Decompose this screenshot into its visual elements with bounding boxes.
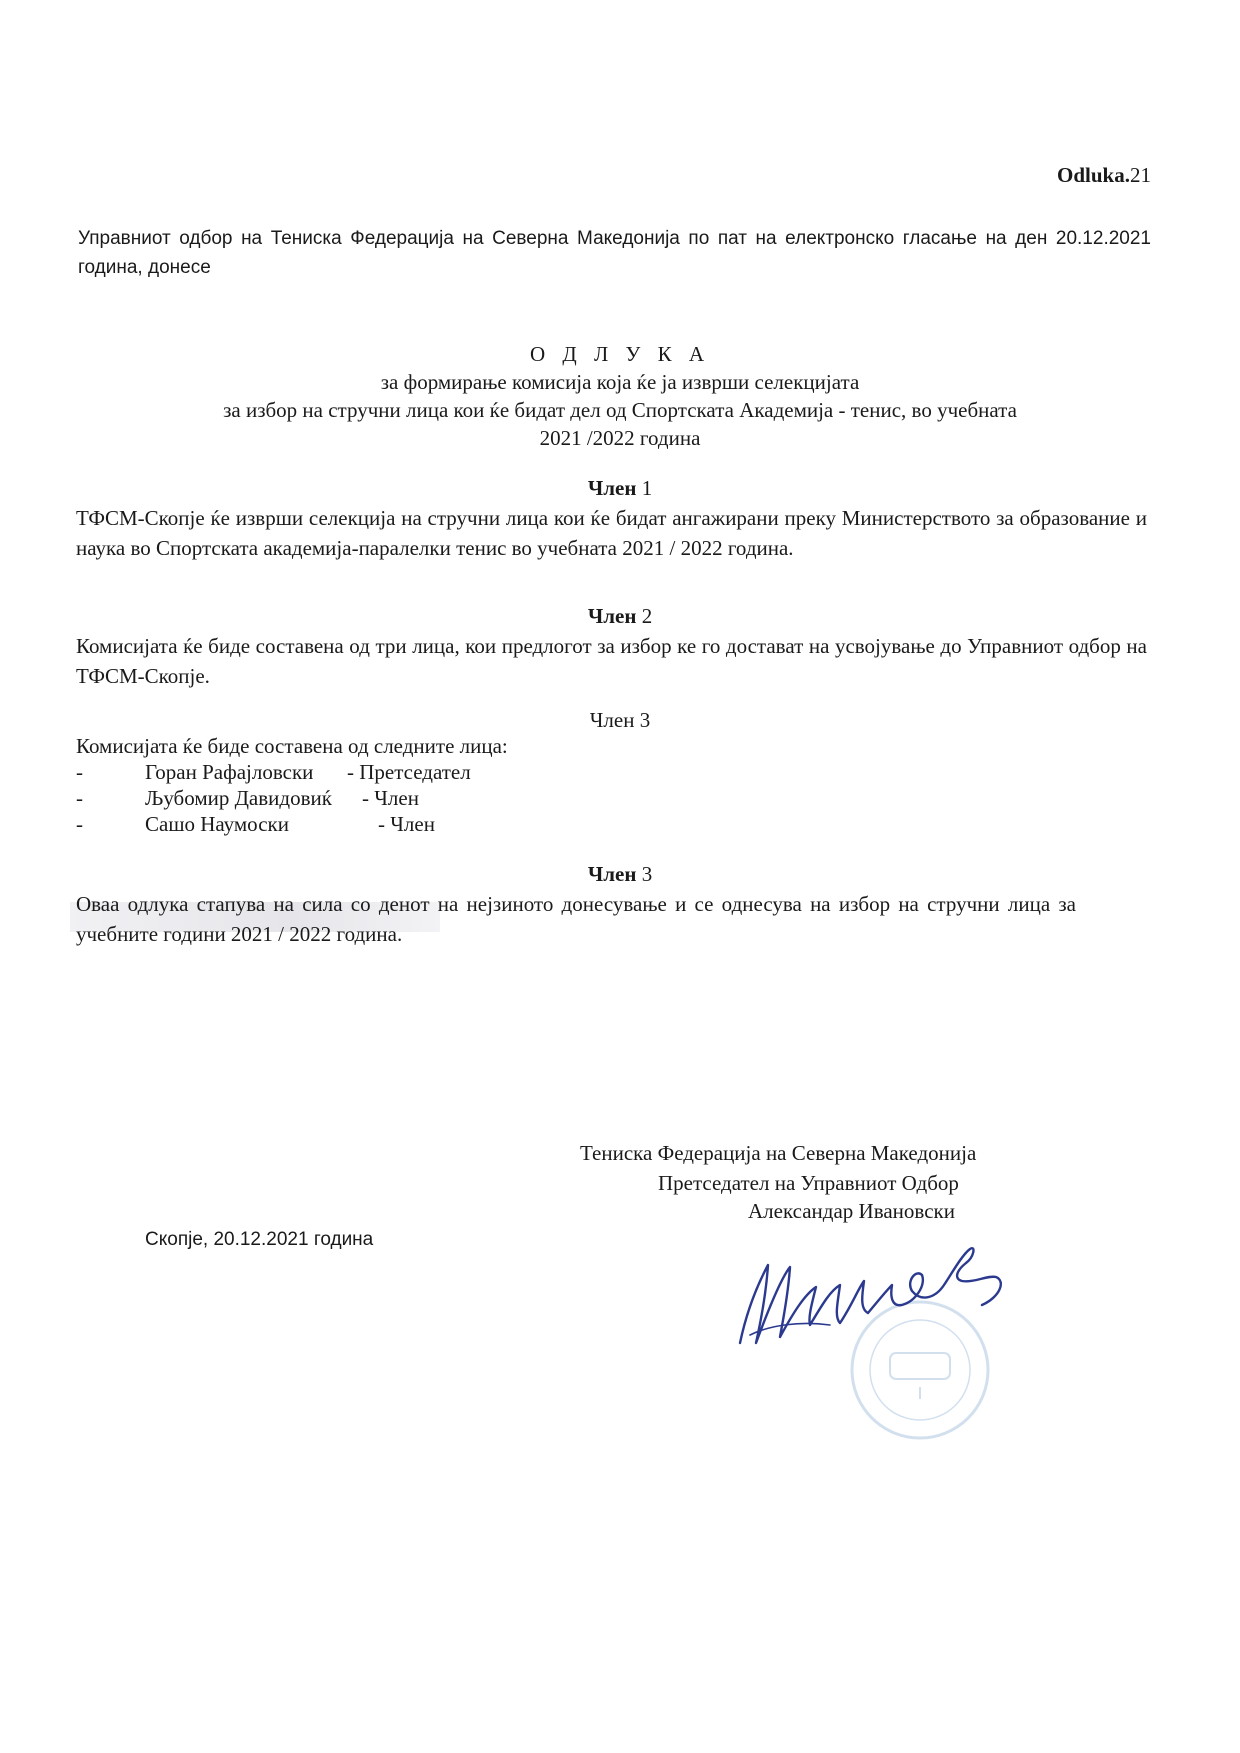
handwritten-signature bbox=[730, 1225, 1030, 1375]
reference-prefix: Odluka. bbox=[1057, 163, 1130, 187]
article-1-number: 1 bbox=[641, 476, 653, 500]
title-line-2: за избор на стручни лица кои ќе бидат дел од Спортската Академија - тенис, во учебната bbox=[223, 398, 1017, 422]
article-2-number: 2 bbox=[641, 604, 653, 628]
signatory-name: Александар Ивановски bbox=[748, 1199, 955, 1223]
article-2-label: Член bbox=[587, 604, 637, 628]
article-1-heading bbox=[0, 476, 1240, 501]
title-line-3: 2021 /2022 година bbox=[539, 426, 701, 450]
article-1-text: ТФСМ-Скопје ќе изврши селекција на стручни лица кои ќе бидат ангажирани преку Министерството за образование и наука во Спортската академија-паралелки тенис во учебната 2021 / 2022 година. bbox=[76, 506, 1147, 560]
member-dash: - bbox=[76, 786, 83, 810]
article-3-heading: Член 3 bbox=[589, 708, 651, 732]
member-role: - Член bbox=[362, 786, 419, 810]
article-1-label: Член bbox=[587, 476, 637, 500]
decision-title bbox=[100, 340, 1140, 452]
article-4-label: Член bbox=[587, 862, 637, 886]
signatory-organization: Тениска Федерација на Северна Македонија bbox=[580, 1141, 977, 1165]
article-4-heading bbox=[0, 862, 1240, 887]
member-name: Сашо Наумоски bbox=[145, 812, 289, 836]
member-dash: - bbox=[76, 812, 83, 836]
members-intro: Комисијата ќе биде составена од следните лица: bbox=[76, 734, 508, 758]
title-line-1: за формирање комисија која ќе ја изврши селекцијата bbox=[380, 370, 860, 394]
article-4-text: Оваа одлука стапува на сила со денот на нејзиното донесување и се однесува на избор на стручни лица за учебните години 2021 / 2022 година. bbox=[76, 892, 1076, 946]
article-2-heading bbox=[0, 604, 1240, 629]
title-heading: О Д Л У К А bbox=[529, 342, 711, 366]
reference-number: 21 bbox=[1130, 163, 1151, 187]
member-role: - Претседател bbox=[347, 760, 471, 784]
member-role: - Член bbox=[378, 812, 435, 836]
place-date: Скопје, 20.12.2021 година bbox=[145, 1229, 374, 1250]
article-4-number: 3 bbox=[641, 862, 653, 886]
signatory-position: Претседател на Управниот Одбор bbox=[658, 1171, 959, 1195]
intro-paragraph: Управниот одбор на Тениска Федерација на Северна Македонија по пат на електронско гласање на ден 20.12.2021 година, донесе bbox=[78, 228, 1151, 278]
member-name: Горан Рафајловски bbox=[145, 760, 314, 784]
member-dash: - bbox=[76, 760, 83, 784]
article-2-text: Комисијата ќе биде составена од три лица, кои предлогот за избор ке го достават на усвојување до Управниот одбор на ТФСМ-Скопје. bbox=[76, 634, 1147, 688]
decision-reference bbox=[1057, 163, 1151, 188]
member-name: Љубомир Давидовиќ bbox=[145, 786, 332, 810]
